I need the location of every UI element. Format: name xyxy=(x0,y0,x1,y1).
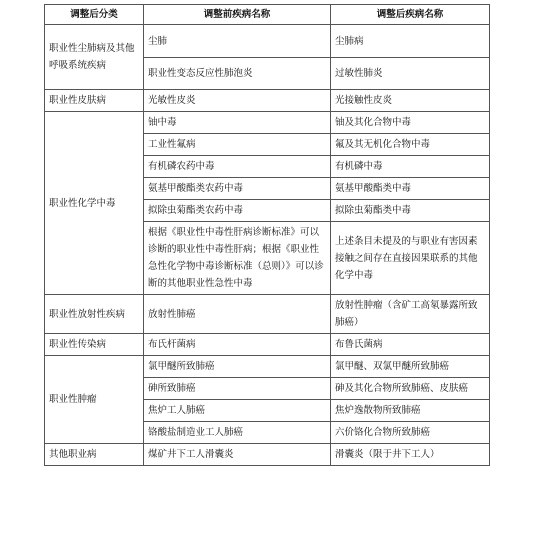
category-cell: 其他职业病 xyxy=(45,444,144,466)
name-after-cell: 六价铬化合物所致肺癌 xyxy=(331,422,490,444)
name-after-cell: 光接触性皮炎 xyxy=(331,90,490,112)
name-before-cell: 铬酸盐制造业工人肺癌 xyxy=(144,422,331,444)
header-name-before: 调整前疾病名称 xyxy=(144,5,331,25)
table-row xyxy=(45,295,490,334)
header-adjusted-category: 调整后分类 xyxy=(45,5,144,25)
name-before-cell: 工业性氟病 xyxy=(144,134,331,156)
name-after-cell: 焦炉逸散物所致肺癌 xyxy=(331,400,490,422)
table-row xyxy=(45,356,490,378)
category-cell: 职业性化学中毒 xyxy=(45,112,144,295)
name-after-cell: 拟除虫菊酯类中毒 xyxy=(331,200,490,222)
name-after-cell: 上述条目未提及的与职业有害因素接触之间存在直接因果联系的其他化学中毒 xyxy=(331,222,490,295)
name-after-cell: 滑囊炎（限于井下工人） xyxy=(331,444,490,466)
name-before-cell: 氨基甲酸酯类农药中毒 xyxy=(144,178,331,200)
table-row xyxy=(45,25,490,58)
name-after-cell: 布鲁氏菌病 xyxy=(331,334,490,356)
name-after-cell: 过敏性肺炎 xyxy=(331,58,490,90)
table-row xyxy=(45,444,490,466)
name-after-cell: 氨基甲酸酯类中毒 xyxy=(331,178,490,200)
name-before-cell: 根据《职业性中毒性肝病诊断标准》可以诊断的职业性中毒性肝病；根据《职业性急性化学物中毒诊断标准（总则）》可以诊断的其他职业性急性中毒 xyxy=(144,222,331,295)
name-before-cell: 光敏性皮炎 xyxy=(144,90,331,112)
name-before-cell: 职业性变态反应性肺泡炎 xyxy=(144,58,331,90)
table-row xyxy=(45,90,490,112)
name-before-cell: 铀中毒 xyxy=(144,112,331,134)
category-cell: 职业性放射性疾病 xyxy=(45,295,144,334)
table-row xyxy=(45,334,490,356)
category-cell: 职业性皮肤病 xyxy=(45,90,144,112)
name-after-cell: 铀及其化合物中毒 xyxy=(331,112,490,134)
name-after-cell: 砷及其化合物所致肺癌、皮肤癌 xyxy=(331,378,490,400)
name-before-cell: 焦炉工人肺癌 xyxy=(144,400,331,422)
table-row xyxy=(45,112,490,134)
name-before-cell: 煤矿井下工人滑囊炎 xyxy=(144,444,331,466)
category-cell: 职业性尘肺病及其他呼吸系统疾病 xyxy=(45,25,144,90)
header-name-after: 调整后疾病名称 xyxy=(331,5,490,25)
name-before-cell: 砷所致肺癌 xyxy=(144,378,331,400)
name-after-cell: 放射性肿瘤（含矿工高氡暴露所致肺癌） xyxy=(331,295,490,334)
name-after-cell: 氟及其无机化合物中毒 xyxy=(331,134,490,156)
name-before-cell: 氯甲醚所致肺癌 xyxy=(144,356,331,378)
name-after-cell: 有机磷中毒 xyxy=(331,156,490,178)
header-row xyxy=(45,5,490,25)
disease-classification-table xyxy=(44,4,490,466)
category-cell: 职业性传染病 xyxy=(45,334,144,356)
name-before-cell: 布氏杆菌病 xyxy=(144,334,331,356)
name-before-cell: 拟除虫菊酯类农药中毒 xyxy=(144,200,331,222)
name-before-cell: 放射性肺癌 xyxy=(144,295,331,334)
name-before-cell: 有机磷农药中毒 xyxy=(144,156,331,178)
category-cell: 职业性肿瘤 xyxy=(45,356,144,444)
name-after-cell: 尘肺病 xyxy=(331,25,490,58)
name-before-cell: 尘肺 xyxy=(144,25,331,58)
name-after-cell: 氯甲醚、双氯甲醚所致肺癌 xyxy=(331,356,490,378)
